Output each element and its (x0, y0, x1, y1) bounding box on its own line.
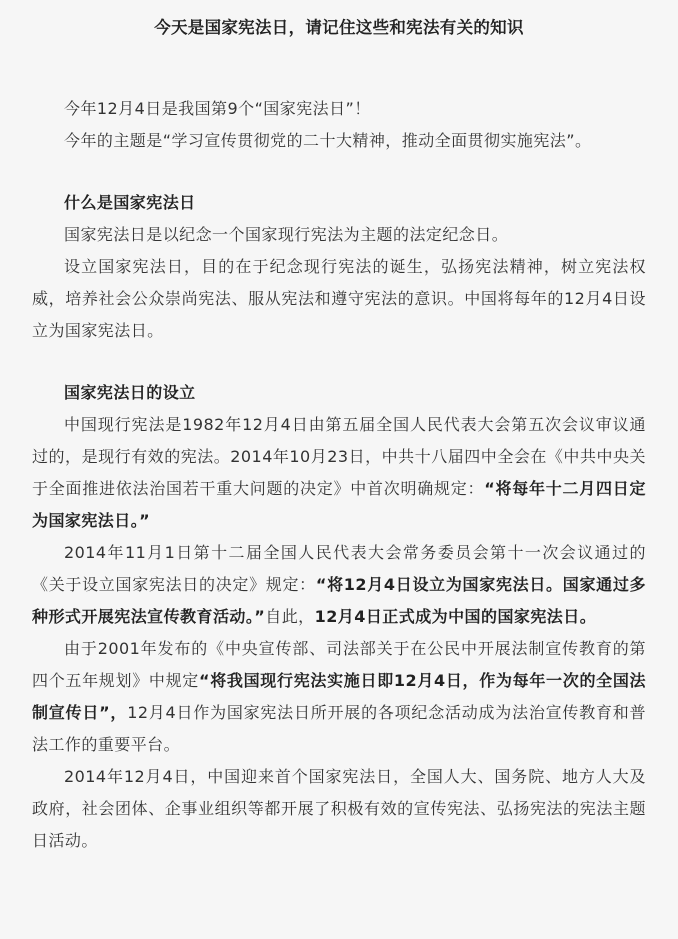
paragraph-text: 由于2001年发布的《中央宣传部、司法部关于在公民中开展法制宣传教育的第四个五年规划》中规定 (32, 639, 646, 690)
section-heading-establishment: 国家宪法日的设立 (64, 383, 196, 402)
section1-paragraph-2: 设立国家宪法日，目的在于纪念现行宪法的诞生，弘扬宪法精神，树立宪法权威，培养社会公众崇尚宪法、服从宪法和遵守宪法的意识。中国将每年的12月4日设立为国家宪法日。 (32, 257, 646, 340)
section-heading-what-is: 什么是国家宪法日 (64, 193, 196, 212)
paragraph-text: 自此， (265, 607, 315, 626)
section-spacer (32, 157, 646, 187)
paragraph-text: 2014年11月1日第十二届全国人民代表大会常务委员会第十一次会议通过的《关于设立国家宪法日的决定》规定： (32, 543, 646, 594)
bold-quote: “将我国现行宪法实施日即12月4日，作为每年一次的全国法制宣传日”， (32, 671, 646, 722)
bold-statement: 12月4日正式成为中国的国家宪法日。 (314, 607, 597, 626)
section1-paragraph-1: 国家宪法日是以纪念一个国家现行宪法为主题的法定纪念日。 (64, 225, 509, 244)
paragraph-text: 中国现行宪法是1982年12月4日由第五届全国人民代表大会第五次会议审议通过的，是现行有效的宪法。2014年10月23日，中共十八届四中全会在《中共中央关于全面推进依法治国若干重大问题的决定》中首次明确规定： (32, 415, 646, 498)
section2-paragraph-2 (32, 537, 646, 633)
intro-paragraph-2: 今年的主题是“学习宣传贯彻党的二十大精神，推动全面贯彻实施宪法”。 (64, 131, 592, 150)
article-body (32, 93, 646, 857)
article-title: 今天是国家宪法日，请记住这些和宪法有关的知识 (154, 18, 524, 37)
section2-paragraph-1 (32, 409, 646, 537)
intro-paragraph-1: 今年12月4日是我国第9个“国家宪法日”！ (64, 99, 371, 118)
section2-paragraph-4: 2014年12月4日，中国迎来首个国家宪法日，全国人大、国务院、地方人大及政府，社会团体、企事业组织等都开展了积极有效的宣传宪法、弘扬宪法的宪法主题日活动。 (32, 767, 646, 850)
bold-quote: “将12月4日设立为国家宪法日。国家通过多种形式开展宪法宣传教育活动。” (32, 575, 646, 626)
section2-paragraph-3 (32, 633, 646, 761)
paragraph-text: 12月4日作为国家宪法日所开展的各项纪念活动成为法治宣传教育和普法工作的重要平台。 (32, 703, 646, 754)
bold-quote: “将每年十二月四日定为国家宪法日。” (32, 479, 646, 530)
section-spacer (32, 347, 646, 377)
